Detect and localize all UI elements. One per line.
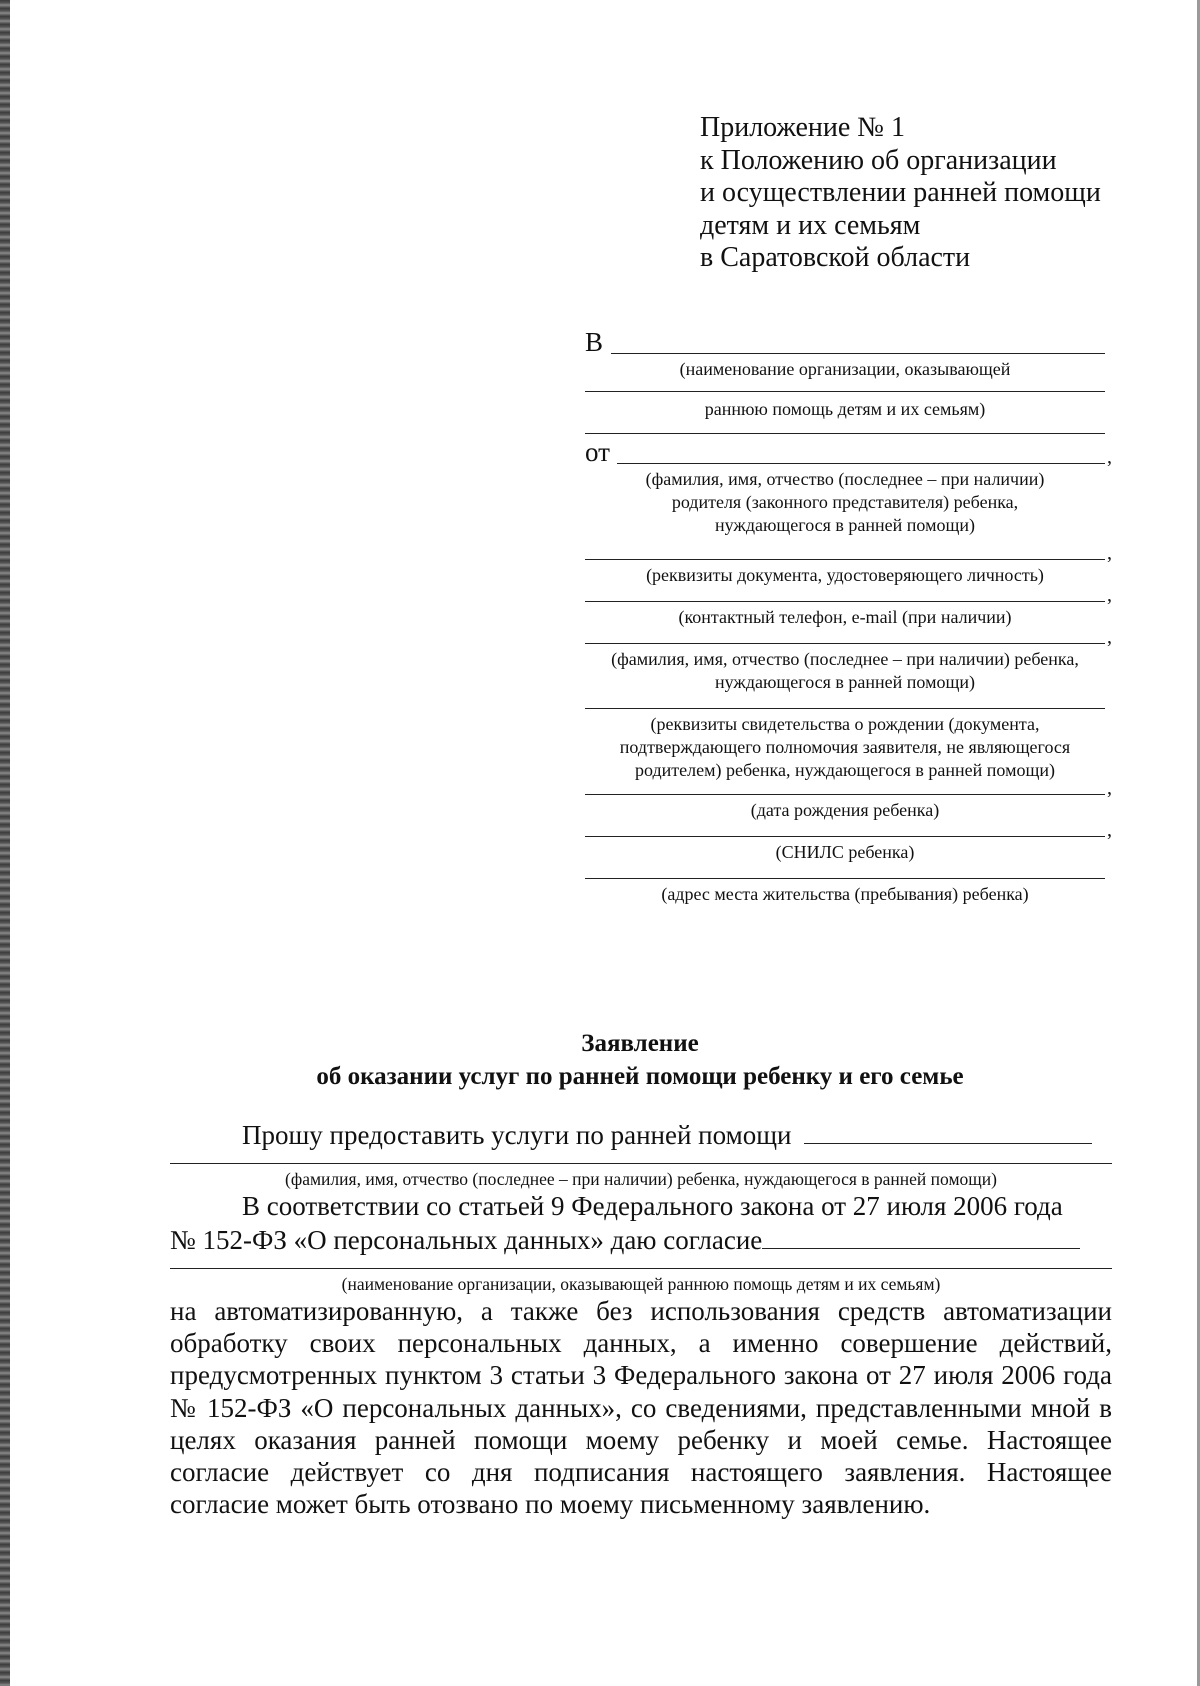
- child-name-caption-2: нуждающегося в ранней помощи): [715, 672, 975, 692]
- consent-line-2: № 152-ФЗ «О персональных данных» даю согласие: [170, 1225, 763, 1255]
- title-line-1: Заявление: [581, 1030, 699, 1057]
- parent-name-caption-3: нуждающегося в ранней помощи): [715, 515, 975, 535]
- child-name-field[interactable]: [585, 629, 1105, 644]
- contacts-caption: (контактный телефон, e-mail (при наличии): [678, 607, 1012, 627]
- birth-cert-field[interactable]: [585, 694, 1105, 709]
- application-body: [170, 1117, 1112, 1520]
- birth-date-field[interactable]: [585, 782, 1105, 795]
- from-prefix: от: [585, 437, 610, 467]
- consent-caption: (наименование организации, оказывающей раннюю помощь детям и их семьям): [341, 1274, 941, 1294]
- appendix-line: к Положению об организации: [700, 144, 1057, 176]
- request-child-name-field[interactable]: [170, 1151, 1112, 1164]
- parent-name-caption-1: (фамилия, имя, отчество (последнее – при наличии): [645, 469, 1045, 489]
- id-document-field[interactable]: [585, 537, 1105, 560]
- request-caption: (фамилия, имя, отчество (последнее – при наличии) ребенка, нуждающегося в ранней помощи): [285, 1169, 997, 1189]
- org-name-caption: (наименование организации, оказывающей: [679, 359, 1011, 379]
- birth-cert-caption-2: подтверждающего полномочия заявителя, не являющегося: [619, 737, 1071, 757]
- birth-date-caption: (дата рождения ребенка): [750, 800, 940, 820]
- addressee-form: [585, 327, 1105, 906]
- snils-field[interactable]: [585, 822, 1105, 837]
- consent-line-2-row: [170, 1222, 1112, 1256]
- contacts-field[interactable]: [585, 587, 1105, 602]
- consent-paragraph: на автоматизированную, а также без использования средств автоматизации обработку своих персональных данных, а именно совершение действий, предусмотренных пунктом 3 статьи 3 Федерального закона от 27 июля 2006 года № 152-ФЗ «О персональных данных», со сведениями, представленными мной в целях оказания ранней помощи моему ребенку и моей семье. Настоящее согласие действует со дня подписания настоящего заявления. Настоящее согласие может быть отозвано по моему письменному заявлению.: [170, 1296, 1112, 1520]
- consent-fill-line[interactable]: [762, 1222, 1080, 1249]
- appendix-line: в Саратовской области: [700, 242, 971, 273]
- consent-line-1: В соответствии со статьей 9 Федерального закона от 27 июля 2006 года: [242, 1191, 1063, 1221]
- address-caption: (адрес места жительства (пребывания) ребенка): [661, 884, 1029, 904]
- scan-edge-left: [0, 0, 10, 1686]
- request-line: [170, 1117, 1112, 1151]
- org-name-field-2[interactable]: [585, 381, 1105, 392]
- birth-cert-caption-1: (реквизиты свидетельства о рождении (документа,: [650, 714, 1040, 734]
- appendix-header: [700, 112, 1160, 275]
- appendix-line: детям и их семьям: [700, 209, 921, 241]
- title-line-2: об оказании услуг по ранней помощи ребенку и его семье: [316, 1063, 964, 1090]
- appendix-line: Приложение № 1: [700, 112, 905, 143]
- address-field[interactable]: [585, 864, 1105, 879]
- org-name-field-3[interactable]: [585, 421, 1105, 434]
- id-document-caption: (реквизиты документа, удостоверяющего личность): [646, 565, 1044, 585]
- request-text: Прошу предоставить услуги по ранней помощи: [242, 1120, 792, 1150]
- request-fill-line[interactable]: [804, 1117, 1092, 1144]
- application-title: [170, 1027, 1110, 1093]
- appendix-line: и осуществлении ранней помощи: [700, 177, 1101, 208]
- parent-name-line: [617, 463, 1105, 464]
- snils-caption: (СНИЛС ребенка): [775, 842, 915, 862]
- org-name-line: [611, 353, 1105, 354]
- birth-cert-caption-3: родителем) ребенка, нуждающегося в ранней помощи): [635, 760, 1055, 780]
- consent-org-name-field[interactable]: [170, 1256, 1112, 1269]
- parent-name-caption-2: родителя (законного представителя) ребенка,: [671, 492, 1019, 512]
- org-name-field[interactable]: [585, 327, 1105, 357]
- parent-name-field[interactable]: [585, 437, 1105, 467]
- to-prefix: В: [585, 327, 604, 357]
- org-name-caption-2: раннюю помощь детям и их семьям): [704, 399, 986, 419]
- child-name-caption-1: (фамилия, имя, отчество (последнее – при наличии) ребенка,: [611, 649, 1079, 669]
